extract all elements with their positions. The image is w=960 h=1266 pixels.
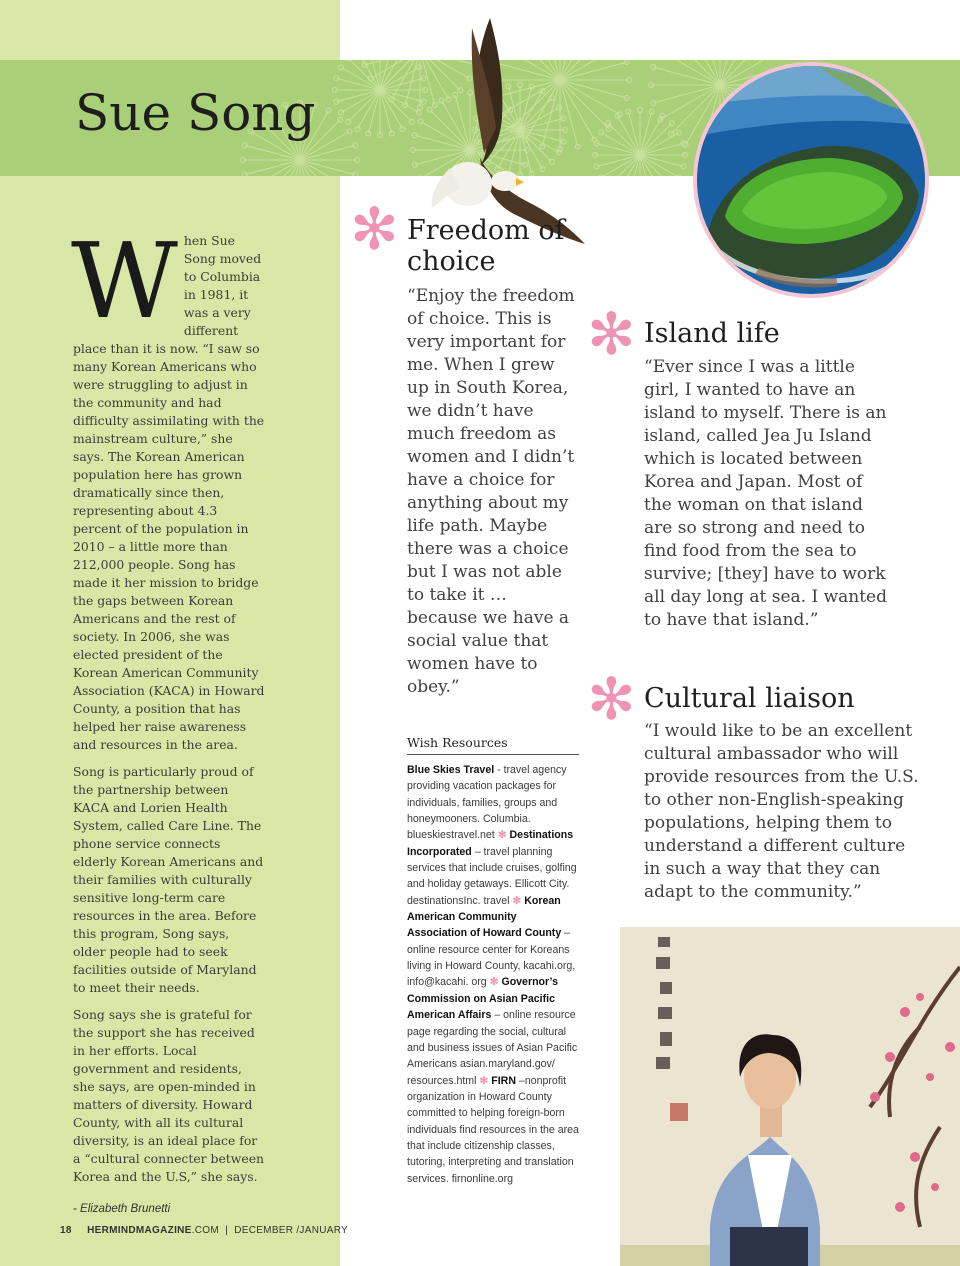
resources-list — [407, 762, 579, 1187]
footer-divider: | — [225, 1225, 229, 1236]
asterisk-icon: ✻ — [587, 665, 636, 733]
resources-title: Wish Resources — [407, 735, 579, 755]
resource-name: Blue Skies Travel — [407, 764, 495, 776]
resource-description: - travel agency providing vacation packages for individuals, families, groups and honeymooners. Columbia. blueskiestravel.net — [407, 764, 567, 842]
article-paragraph: Song is particularly proud of the partnership between KACA and Lorien Health System, called Care Line. The phone service connects elderly Korean Americans and their families with culturally sensitive long-term care resources in the area. Before this program, Song says, older people had to seek facilities outside of Maryland to meet their needs. — [73, 764, 264, 995]
section-quote-cultural: “I would like to be an excellent cultural ambassador who will provide resources from the U.S. to other non-English-speaking populations, helping them to understand a different culture in such a way that they can adapt to the community.” — [644, 721, 919, 902]
asterisk-icon: ✻ — [350, 195, 399, 263]
site-tld: .COM — [191, 1225, 219, 1236]
page-footer — [60, 1225, 348, 1236]
article-paragraph: Song says she is grateful for the support she has received in her efforts. Local government and residents, she says, are open-minded in matters of diversity. Howard County, with all its cultural diversity, is an ideal place for a “cultural connecter between Korea and the U.S,” she says. — [73, 1007, 265, 1184]
page-title: Sue Song — [75, 84, 316, 142]
asterisk-icon: ✻ — [512, 894, 522, 907]
section-heading-island: Island life — [644, 318, 780, 349]
resource-name: Governor’s Commission on Asian Pacific American Affairs — [407, 976, 558, 1022]
section-heading-freedom: Freedom of choice — [407, 215, 565, 277]
byline: - Elizabeth Brunetti — [73, 1203, 171, 1215]
site-magazine: MAGAZINE — [135, 1225, 192, 1236]
portrait-photo — [620, 927, 960, 1266]
section-quote-freedom: “Enjoy the freedom of choice. This is very important for me. When I grew up in South Korea, we didn’t have much freedom as women and I didn’t have a choice for anything about my life path. Maybe there was a choice but I was not able to take it … because we have a social value that women have to obey.” — [407, 286, 575, 697]
resource-description: –nonprofit organization in Howard County committed to helping foreign-born individuals find resources in the area that include citizenship classes, tutoring, interpreting and translation services. firnonline.org — [407, 1074, 579, 1185]
resource-name: FIRN — [491, 1074, 516, 1087]
island-photo — [697, 66, 925, 294]
asterisk-icon: ✻ — [587, 300, 636, 368]
resource-name: Destinations Incorporated — [407, 829, 574, 858]
resources-box — [407, 735, 579, 1187]
article-paragraph: hen Sue Song moved to Columbia in 1981, it was a very different place than it is now. “I saw so many Korean Americans who were struggling to adjust in the community and had difficulty assimilating with the mainstream culture,” she says. The Korean American population here has grown dramatically since then, representing about 4.3 percent of the population in 2010 – a little more than 212,000 people. Song has made it her mission to bridge the gaps between Korean Americans and the rest of society. In 2006, she was elected president of the Korean American Community Association (KACA) in Howard County, a position that has helped her raise awareness and resources in the area. — [73, 233, 265, 752]
island-photo-frame — [693, 62, 929, 298]
asterisk-icon: ✻ — [497, 829, 507, 842]
page-number: 18 — [60, 1225, 72, 1236]
resource-description: – travel planning services that include cruises, golfing and holiday getaways. Ellicott City. destinationsInc. travel — [407, 845, 577, 907]
section-heading-cultural: Cultural liaison — [644, 683, 855, 714]
resource-description: – online resource center for Koreans living in Howard County, kacahi.org, info@kacahi. org — [407, 927, 576, 989]
issue-date: DECEMBER /JANUARY — [234, 1225, 349, 1236]
asterisk-icon: ✻ — [489, 976, 499, 989]
article-body — [71, 220, 265, 1218]
drop-cap: W — [71, 220, 178, 342]
asterisk-icon: ✻ — [479, 1074, 489, 1087]
section-quote-island: “Ever since I was a little girl, I wanted to have an island to myself. There is an island, called Jea Ju Island which is located between Korea and Japan. Most of the woman on that island are so strong and need to find food from the sea to survive; [they] have to work all day long at sea. I wanted to have that island.” — [644, 357, 887, 630]
site-brand: HERMIND — [87, 1225, 136, 1236]
resource-description: – online resource page regarding the social, cultural and business issues of Asian Pacific Americans asian.maryland.gov/ resources.html — [407, 1009, 578, 1087]
resource-name: Korean American Community Association of Howard County — [407, 894, 562, 940]
